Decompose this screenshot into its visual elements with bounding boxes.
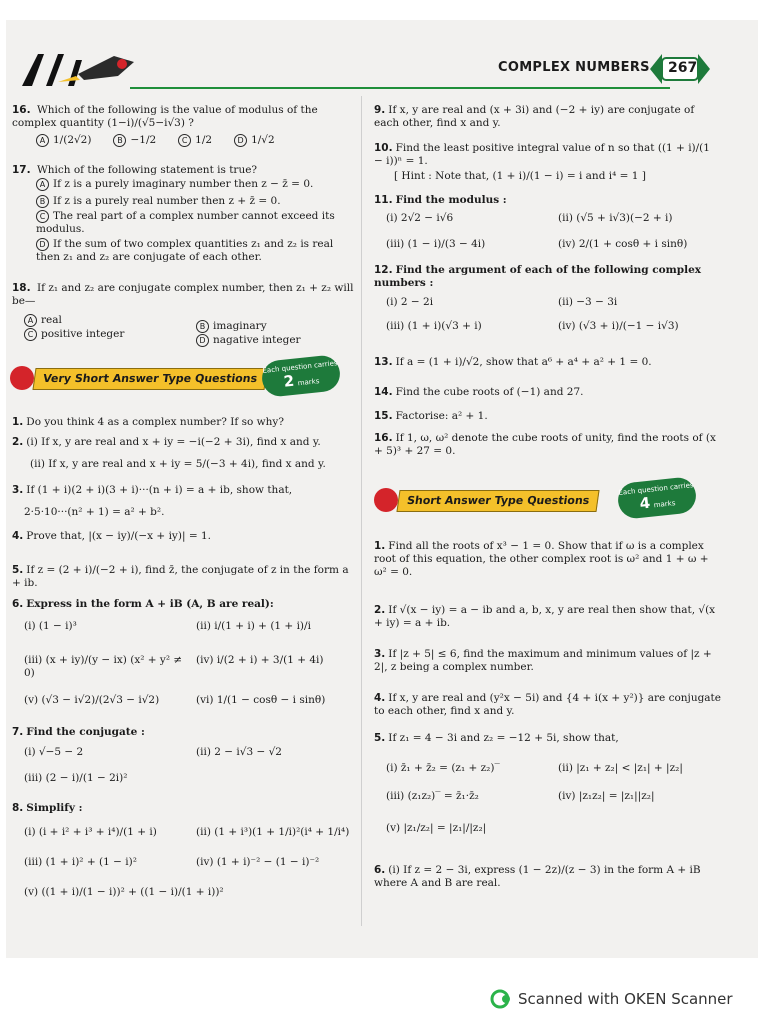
sa-question-4: 4. If x, y are real and (y²x − 5i) and {4 + i(x + y²)} are conjugate to each other, find x and y. [374, 692, 721, 717]
option-b: B −1/2 [113, 134, 156, 147]
option-b: B If z is a purely real number then z + z̄ = 0. [36, 195, 356, 208]
section-bullet-icon [10, 366, 34, 390]
q12-i: (i) 2 − 2i [386, 296, 434, 308]
s5-i: (i) z̄₁ + z̄₂ = (z₁ + z₂)‾ [386, 762, 500, 774]
vsa-6-iv: (iv) i/(2 + i) + 3/(1 + 4i) [196, 654, 324, 666]
option-d: D nagative integer [196, 334, 356, 347]
sa-question-5: 5. If z₁ = 4 − 3i and z₂ = −12 + 5i, show that, [374, 732, 619, 744]
vsa-7-ii: (ii) 2 − i√3 − √2 [196, 746, 282, 758]
sa-question-6: 6. (i) If z = 2 − 3i, express (1 − 2z)/(z − 3) in the form A + iB where A and B are real. [374, 864, 701, 889]
vsa-question-3: 3. If (1 + i)(2 + i)(3 + i)···(n + i) = a + ib, show that, [12, 484, 293, 496]
s5-iv: (iv) |z₁z₂| = |z₁||z₂| [558, 790, 655, 802]
marks-badge: Each question carries 4 marks [616, 476, 697, 520]
question-9: 9. If x, y are real and (x + 3i) and (−2 + iy) are conjugate of each other, find x and y. [374, 104, 695, 129]
column-divider [361, 96, 362, 926]
option-c: C positive integer [24, 328, 194, 341]
question-10: 10. Find the least positive integral value of n so that ((1 + i)/(1 − i))ⁿ = 1. [374, 142, 710, 167]
section-bullet-icon [374, 488, 398, 512]
vsa-8-iv: (iv) (1 + i)⁻² − (1 − i)⁻² [196, 856, 320, 868]
vsa-8-ii: (ii) (1 + i³)(1 + 1/i)²(i⁴ + 1/i⁴) [196, 826, 350, 838]
option-d: D 1/√2 [234, 134, 275, 147]
question-17: 17. Which of the following statement is true? [12, 164, 258, 176]
marks-badge: Each question carries 2 marks [260, 354, 341, 398]
s5-iii: (iii) (z₁z₂)‾ = z̄₁·z̄₂ [386, 790, 479, 802]
s5-v: (v) |z₁/z₂| = |z₁|/|z₂| [386, 822, 487, 834]
vsa-8-iii: (iii) (1 + i)² + (1 − i)² [24, 856, 137, 868]
question-11: 11. Find the modulus : [374, 194, 507, 206]
vsa-6-i: (i) (1 − i)³ [24, 620, 77, 632]
q12-ii: (ii) −3 − 3i [558, 296, 618, 308]
option-a: A real [24, 314, 194, 327]
question-number: 16. [12, 104, 31, 116]
vsa-6-ii: (ii) i/(1 + i) + (1 + i)/i [196, 620, 311, 632]
question-13: 13. If a = (1 + i)/√2, show that a⁶ + a⁴ + a² + 1 = 0. [374, 356, 652, 368]
vsa-6-vi: (vi) 1/(1 − cosθ − i sinθ) [196, 694, 326, 706]
vsa-banner-label: Very Short Answer Type Questions [32, 368, 267, 390]
vsa-question-4: 4. Prove that, |(x − iy)/(−x + iy)| = 1. [12, 530, 211, 542]
sa-banner-label: Short Answer Type Questions [396, 490, 599, 512]
vsa-7-i: (i) √−5 − 2 [24, 746, 84, 758]
vsa-6-v: (v) (√3 − i√2)/(2√3 − i√2) [24, 694, 160, 706]
option-c: C 1/2 [178, 134, 212, 147]
vsa-question-3-line2: 2·5·10···(n² + 1) = a² + b². [24, 506, 165, 518]
option-c: C The real part of a complex number cannot exceed its modulus. [36, 210, 335, 235]
vsa-question-1: 1. Do you think 4 as a complex number? If so why? [12, 416, 284, 428]
question-18: 18. If z₁ and z₂ are conjugate complex number, then z₁ + z₂ will be— [12, 282, 354, 307]
vsa-section-banner [10, 359, 356, 392]
q11-iv: (iv) 2/(1 + cosθ + i sinθ) [558, 238, 688, 250]
s5-ii: (ii) |z₁ + z₂| < |z₁| + |z₂| [558, 762, 683, 774]
vsa-question-2-ii: (ii) If x, y are real and x + iy = 5/(−3 + 4i), find x and y. [30, 458, 326, 470]
vsa-6-iii: (iii) (x + iy)/(y − ix) (x² + y² ≠ 0) [24, 654, 183, 679]
scanner-watermark: Scanned with OKEN Scanner [518, 990, 733, 1008]
question-14: 14. Find the cube roots of (−1) and 27. [374, 386, 584, 398]
q11-iii: (iii) (1 − i)/(3 − 4i) [386, 238, 486, 250]
question-16 [12, 104, 356, 130]
sa-section-banner [372, 481, 722, 514]
q12-iv: (iv) (√3 + i)/(−1 − i√3) [558, 320, 679, 332]
page-number: 267 [668, 60, 698, 76]
sa-question-3: 3. If |z + 5| ≤ 6, find the maximum and minimum values of |z + 2|, z being a complex number. [374, 648, 712, 673]
question-10-hint: [ Hint : Note that, (1 + i)/(1 − i) = i and i⁴ = 1 ] [394, 170, 646, 182]
header-rule [130, 87, 670, 89]
rocket-logo-icon [18, 46, 138, 90]
chapter-title: COMPLEX NUMBERS [498, 60, 650, 75]
question-text: Which of the following is the value of modulus of the complex quantity (1−i)/(√5−i√3) ? [12, 104, 318, 129]
vsa-question-2: 2. (i) If x, y are real and x + iy = −i(−2 + 3i), find x and y. [12, 436, 321, 448]
vsa-question-5: 5. If z = (2 + i)/(−2 + i), find z̄, the conjugate of z in the form a + ib. [12, 564, 349, 589]
option-d: D If the sum of two complex quantities z₁ and z₂ is real then z₁ and z₂ are conjugate of each other. [36, 238, 334, 263]
option-a: A If z is a purely imaginary number then z − z̄ = 0. [36, 178, 356, 191]
vsa-8-i: (i) (i + i² + i³ + i⁴)/(1 + i) [24, 826, 157, 838]
question-16-right: 16. If 1, ω, ω² denote the cube roots of unity, find the roots of (x + 5)³ + 27 = 0. [374, 432, 716, 457]
q11-i: (i) 2√2 − i√6 [386, 212, 454, 224]
vsa-7-iii: (iii) (2 − i)/(1 − 2i)² [24, 772, 128, 784]
options-16 [36, 134, 356, 147]
question-12: 12. Find the argument of each of the following complex numbers : [374, 264, 702, 289]
question-15: 15. Factorise: a² + 1. [374, 410, 488, 422]
vsa-question-6: 6. Express in the form A + iB (A, B are real): [12, 598, 274, 610]
vsa-question-7: 7. Find the conjugate : [12, 726, 145, 738]
q12-iii: (iii) (1 + i)(√3 + i) [386, 320, 482, 332]
vsa-8-v: (v) ((1 + i)/(1 − i))² + ((1 − i)/(1 + i))² [24, 886, 224, 898]
scanner-logo-icon [490, 989, 514, 1009]
sa-question-2: 2. If √(x − iy) = a − ib and a, b, x, y are real then show that, √(x + iy) = a + ib. [374, 604, 716, 629]
sa-question-1: 1. Find all the roots of x³ − 1 = 0. Show that if ω is a complex root of this equation, the other complex root is ω² and 1 + ω + ω² = 0. [374, 540, 709, 578]
vsa-question-8: 8. Simplify : [12, 802, 83, 814]
q11-ii: (ii) (√5 + i√3)(−2 + i) [558, 212, 673, 224]
option-b: B imaginary [196, 320, 356, 333]
option-a: A 1/(2√2) [36, 134, 91, 147]
